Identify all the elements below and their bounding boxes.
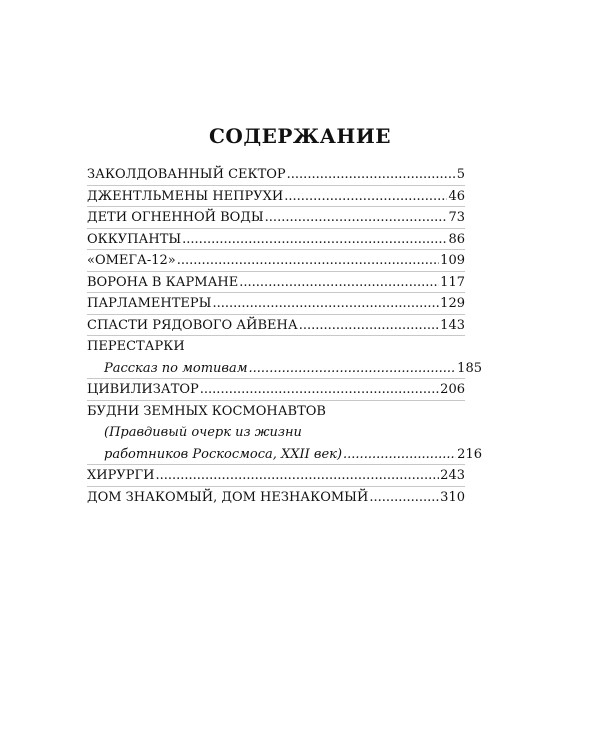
toc-entry-title: ДЖЕНТЛЬМЕНЫ НЕПРУХИ — [87, 188, 284, 204]
toc-entry — [87, 250, 465, 272]
dot-leader — [284, 186, 447, 208]
toc-entry-page: 46 — [448, 188, 465, 204]
toc-entry-page: 185 — [457, 360, 482, 376]
toc-entry-page: 5 — [456, 167, 465, 182]
toc-entry-title: ХИРУРГИ — [87, 468, 155, 483]
dot-leader — [299, 315, 439, 337]
toc-entry — [87, 379, 465, 401]
toc-entry-page: 129 — [440, 296, 465, 311]
page-title: СОДЕРЖАНИЕ — [209, 124, 391, 148]
dot-leader — [249, 358, 457, 380]
toc-entry-page: 216 — [457, 446, 482, 462]
dot-leader — [177, 250, 439, 272]
toc-entry-page: 73 — [448, 210, 465, 225]
toc-entry-subtitle: Рассказ по мотивам — [104, 360, 248, 376]
toc-entry — [87, 229, 465, 251]
toc-entry-title: ПАРЛАМЕНТЕРЫ — [87, 296, 212, 311]
toc-entry — [87, 336, 482, 379]
toc-entry-title: «ОМЕГА-12» — [87, 253, 176, 268]
toc-entry — [87, 401, 482, 466]
toc-entry — [87, 186, 465, 208]
toc-entry-page: 86 — [448, 231, 465, 247]
dot-leader — [182, 229, 447, 251]
toc-entry — [87, 293, 465, 315]
toc-entry-subtitle: работников Роскосмоса, XXII век) — [104, 446, 343, 462]
toc-entry-title: ЗАКОЛДОВАННЫЙ СЕКТОР — [87, 167, 286, 182]
toc-entry-subtitle: (Правдивый очерк из жизни — [104, 425, 302, 440]
toc-entry-page: 243 — [440, 468, 465, 483]
toc-entry-page: 109 — [440, 253, 465, 268]
dot-leader — [369, 487, 439, 509]
toc-entry-title: ВОРОНА В КАРМАНЕ — [87, 274, 239, 290]
toc-entry — [87, 315, 465, 337]
dot-leader — [212, 293, 439, 315]
toc-entry — [87, 164, 465, 186]
dot-leader — [155, 465, 439, 487]
toc-entry-title: ДОМ ЗНАКОМЫЙ, ДОМ НЕЗНАКОМЫЙ — [87, 489, 369, 505]
toc-entry-title: СПАСТИ РЯДОВОГО АЙВЕНА — [87, 317, 298, 333]
toc-entry-page: 206 — [440, 382, 465, 397]
toc-entry — [87, 465, 465, 487]
toc-entry-page: 310 — [440, 489, 465, 505]
toc-entry — [87, 487, 465, 509]
toc-entry-title: ПЕРЕСТАРКИ — [87, 339, 185, 354]
toc-entry-page: 117 — [440, 274, 465, 290]
toc-entry-title: ДЕТИ ОГНЕННОЙ ВОДЫ — [87, 210, 264, 225]
toc-entry-page: 143 — [440, 317, 465, 333]
toc-entry — [87, 272, 465, 294]
toc-list — [87, 164, 482, 508]
dot-leader — [200, 379, 439, 401]
toc-entry-title: БУДНИ ЗЕМНЫХ КОСМОНАВТОВ — [87, 403, 326, 419]
toc-entry-title: ОККУПАНТЫ — [87, 231, 182, 247]
dot-leader — [343, 444, 456, 466]
toc-entry-title: ЦИВИЛИЗАТОР — [87, 382, 199, 397]
toc-entry — [87, 207, 465, 229]
dot-leader — [287, 164, 456, 186]
dot-leader — [239, 272, 439, 294]
dot-leader — [265, 207, 448, 229]
